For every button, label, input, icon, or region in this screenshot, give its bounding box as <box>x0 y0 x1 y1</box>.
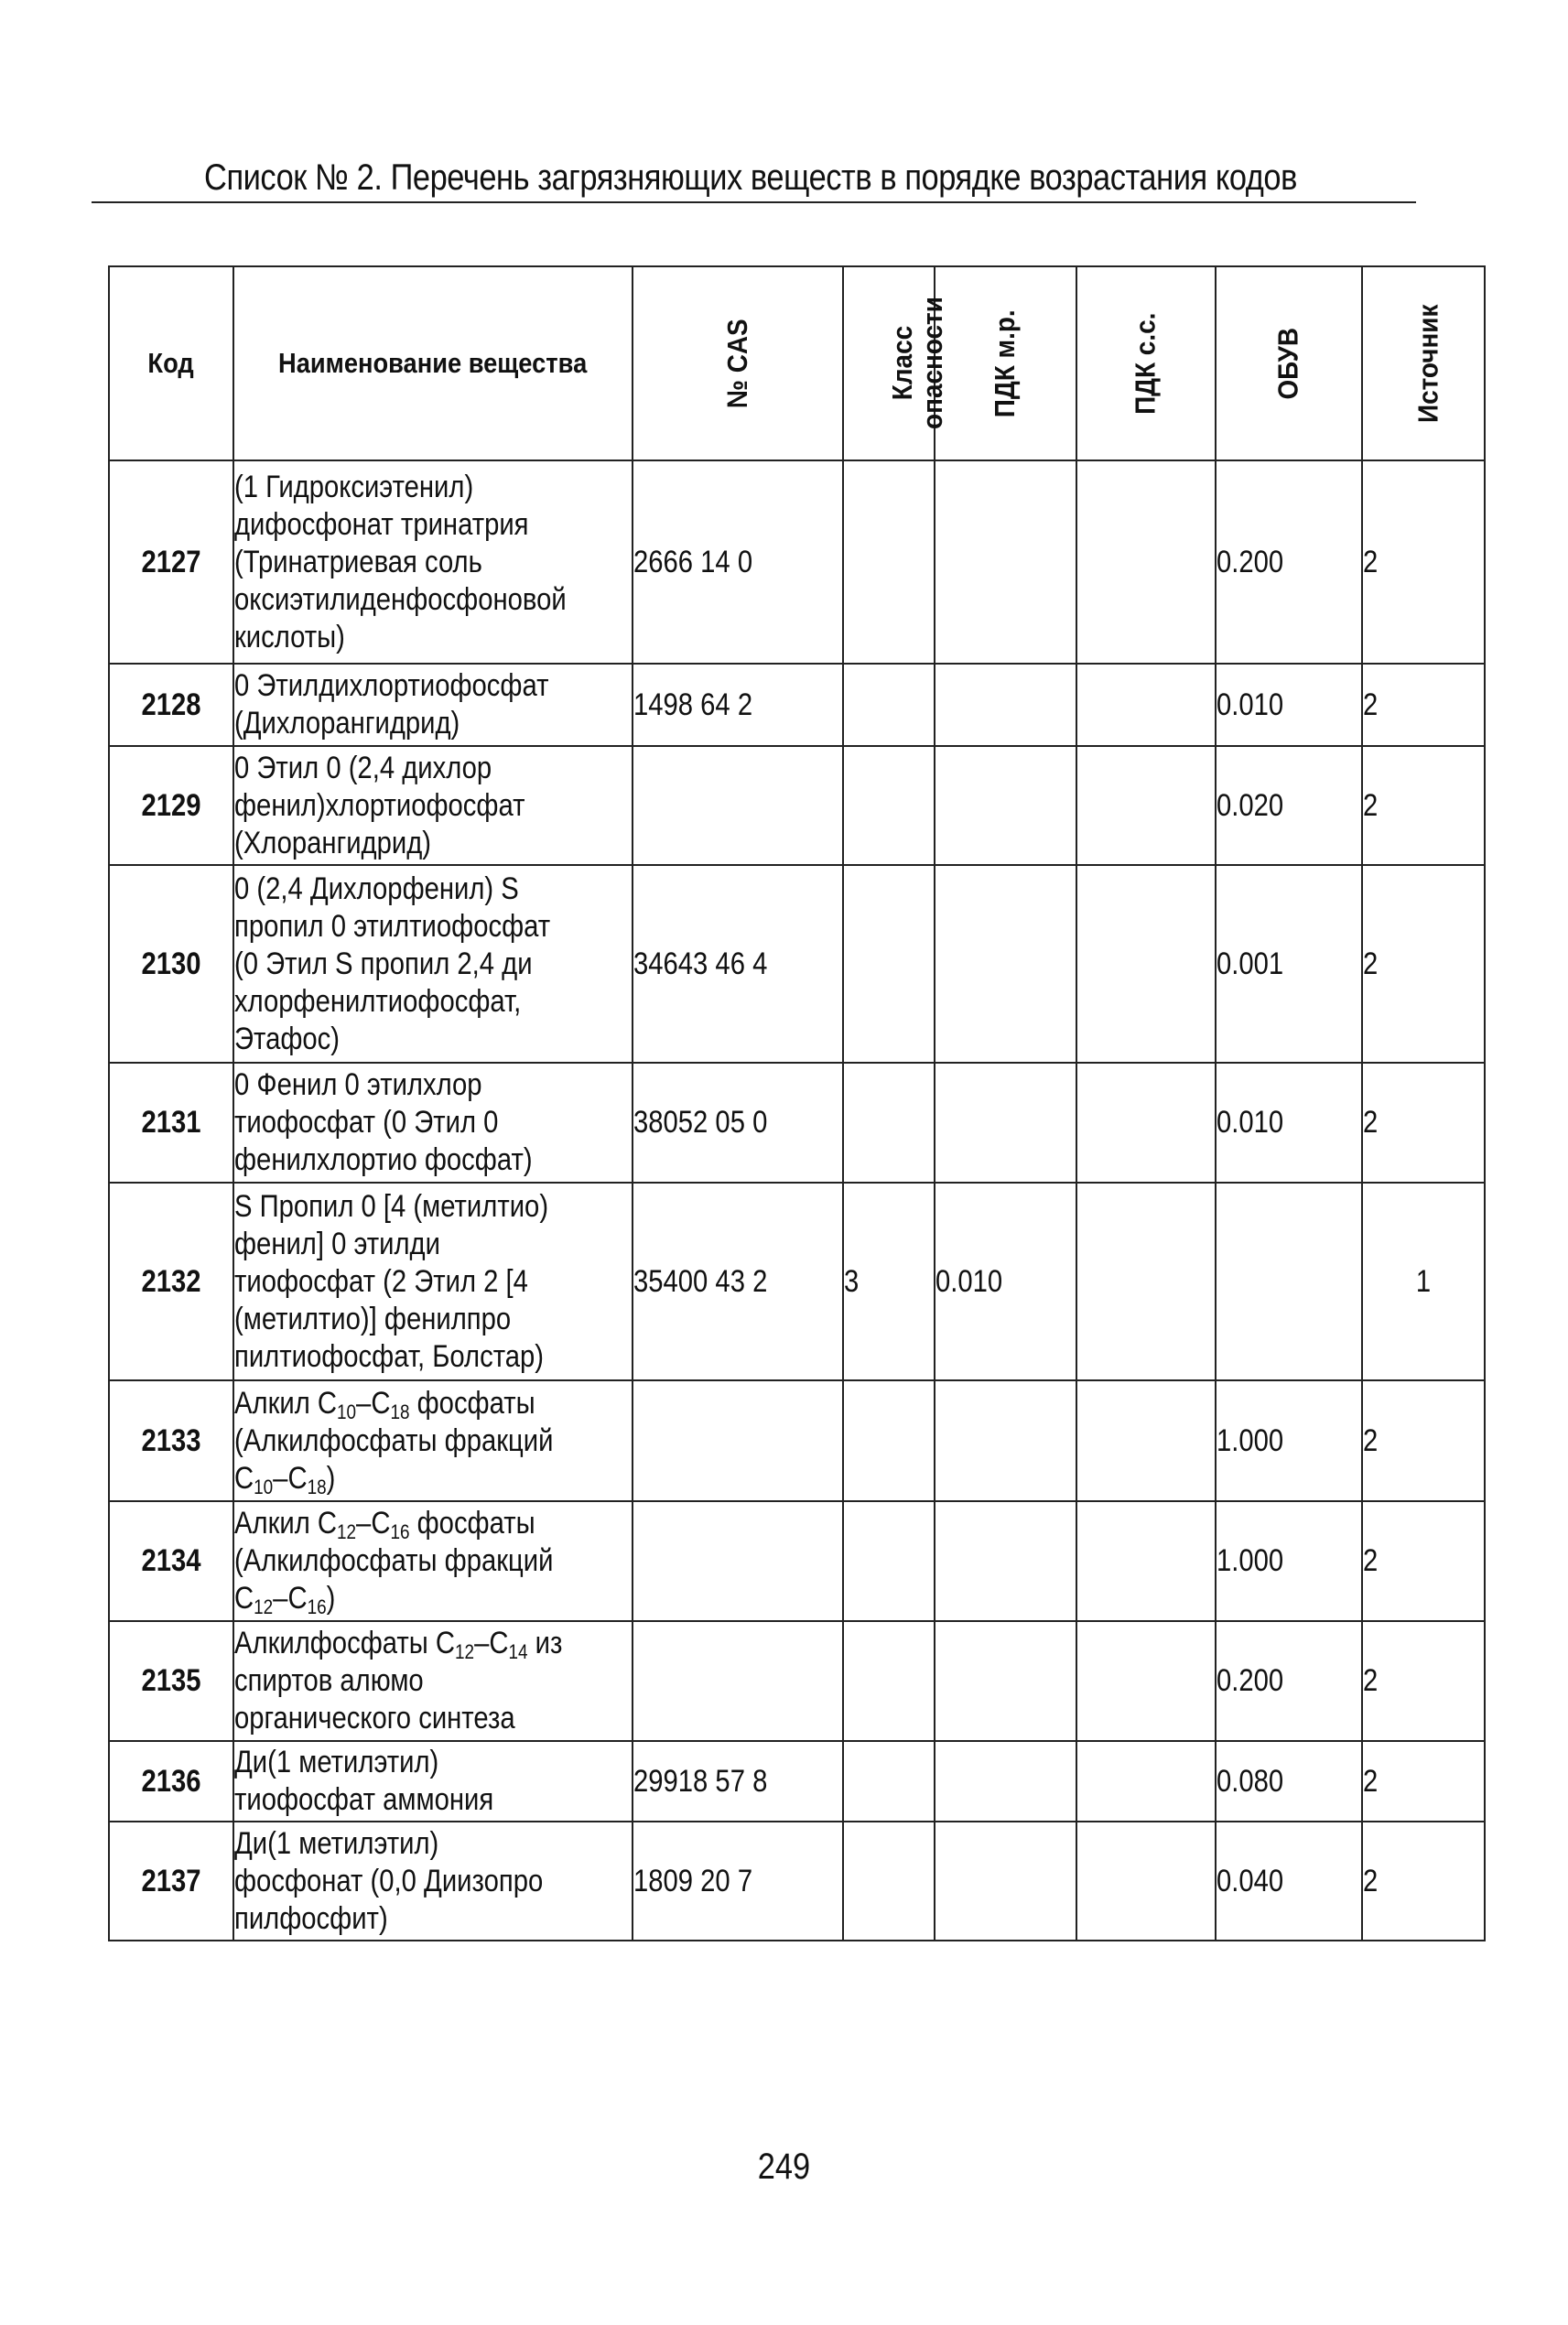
header-pdk-ss: ПДК с.с. <box>1076 266 1216 460</box>
cell-obuv <box>1216 1183 1362 1380</box>
table-row <box>109 460 1485 664</box>
cell-hazard-class <box>843 1741 935 1822</box>
table-row <box>109 1621 1485 1741</box>
table-row <box>109 746 1485 865</box>
cell-hazard-class <box>843 1822 935 1941</box>
table-row <box>109 1063 1485 1183</box>
table-row <box>109 1822 1485 1941</box>
cell-cas: 35400 43 2 <box>633 1183 843 1380</box>
cell-code: 2132 <box>109 1183 233 1380</box>
cell-pdk-mr <box>935 664 1076 746</box>
table-row <box>109 865 1485 1063</box>
cell-source: 1 <box>1362 1183 1485 1380</box>
cell-obuv: 1.000 <box>1216 1501 1362 1621</box>
table-row <box>109 1380 1485 1501</box>
cell-cas <box>633 746 843 865</box>
cell-hazard-class <box>843 865 935 1063</box>
cell-cas: 29918 57 8 <box>633 1741 843 1822</box>
cell-pdk-ss <box>1076 1380 1216 1501</box>
cell-code: 2131 <box>109 1063 233 1183</box>
cell-pdk-ss <box>1076 1063 1216 1183</box>
cell-hazard-class <box>843 1501 935 1621</box>
cell-name: Алкил $C_{10}-C_{18}$ фосфаты (Алкилфосфаты фракций $C_{10}-C_{18}$) <box>233 1380 633 1501</box>
cell-hazard-class <box>843 664 935 746</box>
cell-hazard-class <box>843 1621 935 1741</box>
cell-cas <box>633 1501 843 1621</box>
cell-source: 2 <box>1362 1063 1485 1183</box>
cell-code: 2130 <box>109 865 233 1063</box>
table-row <box>109 1501 1485 1621</box>
header-obuv: ОБУВ <box>1216 266 1362 460</box>
cell-obuv: 0.020 <box>1216 746 1362 865</box>
cell-pdk-mr <box>935 1621 1076 1741</box>
cell-pdk-mr <box>935 1063 1076 1183</box>
cell-name: Ди(1 метилэтил) фосфонат (0,0 Диизопро пилфосфит) <box>233 1822 633 1941</box>
cell-name: Алкилфосфаты $C_{12}-C_{14}$ из спиртов алюмо органического синтеза <box>233 1621 633 1741</box>
cell-code: 2127 <box>109 460 233 664</box>
cell-pdk-mr <box>935 1741 1076 1822</box>
cell-code: 2136 <box>109 1741 233 1822</box>
cell-pdk-ss <box>1076 1741 1216 1822</box>
cell-hazard-class <box>843 746 935 865</box>
cell-hazard-class: 3 <box>843 1183 935 1380</box>
cell-source: 2 <box>1362 1822 1485 1941</box>
cell-source: 2 <box>1362 1380 1485 1501</box>
cell-obuv: 0.200 <box>1216 460 1362 664</box>
cell-name: 0 (2,4 Дихлорфенил) S пропил 0 этилтиофосфат (0 Этил S пропил 2,4 ди хлорфенилтиофосфат, Этафос) <box>233 865 633 1063</box>
page-title: Список № 2. Перечень загрязняющих веществ в порядке возрастания кодов <box>204 157 1297 198</box>
cell-name: 0 Этилдихлортиофосфат (Дихлорангидрид) <box>233 664 633 746</box>
title-rule <box>92 201 1416 203</box>
cell-cas: 38052 05 0 <box>633 1063 843 1183</box>
header-hazard-class: Класс опасности <box>843 266 935 460</box>
cell-name: Ди(1 метилэтил) тиофосфат аммония <box>233 1741 633 1822</box>
cell-obuv: 0.040 <box>1216 1822 1362 1941</box>
header-name: Наименование вещества <box>233 266 633 460</box>
cell-name: 0 Этил 0 (2,4 дихлор фенил)хлортиофосфат (Хлорангидрид) <box>233 746 633 865</box>
cell-cas: 2666 14 0 <box>633 460 843 664</box>
cell-pdk-ss <box>1076 1501 1216 1621</box>
cell-pdk-mr <box>935 460 1076 664</box>
header-pdk-mr: ПДК м.р. <box>935 266 1076 460</box>
cell-pdk-mr <box>935 865 1076 1063</box>
cell-obuv: 0.200 <box>1216 1621 1362 1741</box>
cell-name: 0 Фенил 0 этилхлор тиофосфат (0 Этил 0 фенилхлортио фосфат) <box>233 1063 633 1183</box>
cell-pdk-mr: 0.010 <box>935 1183 1076 1380</box>
cell-pdk-ss <box>1076 460 1216 664</box>
cell-pdk-mr <box>935 1822 1076 1941</box>
cell-source: 2 <box>1362 865 1485 1063</box>
page-number: 249 <box>757 2147 811 2187</box>
cell-hazard-class <box>843 1063 935 1183</box>
table-row <box>109 664 1485 746</box>
cell-pdk-ss <box>1076 664 1216 746</box>
cell-pdk-mr <box>935 746 1076 865</box>
table-row <box>109 1741 1485 1822</box>
cell-code: 2129 <box>109 746 233 865</box>
cell-pdk-ss <box>1076 746 1216 865</box>
cell-pdk-ss <box>1076 1822 1216 1941</box>
cell-name: S Пропил 0 [4 (метилтио) фенил] 0 этилди тиофосфат (2 Этил 2 [4 (метилтио)] фенилпро пилтиофосфат, Болстар) <box>233 1183 633 1380</box>
cell-source: 2 <box>1362 1501 1485 1621</box>
cell-code: 2135 <box>109 1621 233 1741</box>
cell-obuv: 0.001 <box>1216 865 1362 1063</box>
header-source: Источник <box>1362 266 1485 460</box>
cell-pdk-ss <box>1076 865 1216 1063</box>
cell-cas: 1498 64 2 <box>633 664 843 746</box>
cell-pdk-mr <box>935 1501 1076 1621</box>
cell-source: 2 <box>1362 746 1485 865</box>
header-row <box>109 266 1485 460</box>
cell-pdk-mr <box>935 1380 1076 1501</box>
cell-pdk-ss <box>1076 1183 1216 1380</box>
cell-cas: 1809 20 7 <box>633 1822 843 1941</box>
cell-pdk-ss <box>1076 1621 1216 1741</box>
cell-source: 2 <box>1362 1741 1485 1822</box>
cell-code: 2133 <box>109 1380 233 1501</box>
cell-obuv: 0.080 <box>1216 1741 1362 1822</box>
cell-obuv: 0.010 <box>1216 1063 1362 1183</box>
cell-name: (1 Гидроксиэтенил) дифосфонат тринатрия (Тринатриевая соль оксиэтилиденфосфоновой кислоты) <box>233 460 633 664</box>
cell-cas: 34643 46 4 <box>633 865 843 1063</box>
cell-cas <box>633 1621 843 1741</box>
substances-table <box>108 265 1486 1941</box>
cell-code: 2128 <box>109 664 233 746</box>
cell-code: 2134 <box>109 1501 233 1621</box>
header-code: Код <box>109 266 233 460</box>
cell-source: 2 <box>1362 664 1485 746</box>
cell-source: 2 <box>1362 1621 1485 1741</box>
header-cas: № CAS <box>633 266 843 460</box>
cell-obuv: 0.010 <box>1216 664 1362 746</box>
cell-obuv: 1.000 <box>1216 1380 1362 1501</box>
cell-name: Алкил $C_{12}-C_{16}$ фосфаты (Алкилфосфаты фракций $C_{12}-C_{16}$) <box>233 1501 633 1621</box>
cell-source: 2 <box>1362 460 1485 664</box>
cell-cas <box>633 1380 843 1501</box>
table-row <box>109 1183 1485 1380</box>
cell-hazard-class <box>843 1380 935 1501</box>
cell-hazard-class <box>843 460 935 664</box>
cell-code: 2137 <box>109 1822 233 1941</box>
